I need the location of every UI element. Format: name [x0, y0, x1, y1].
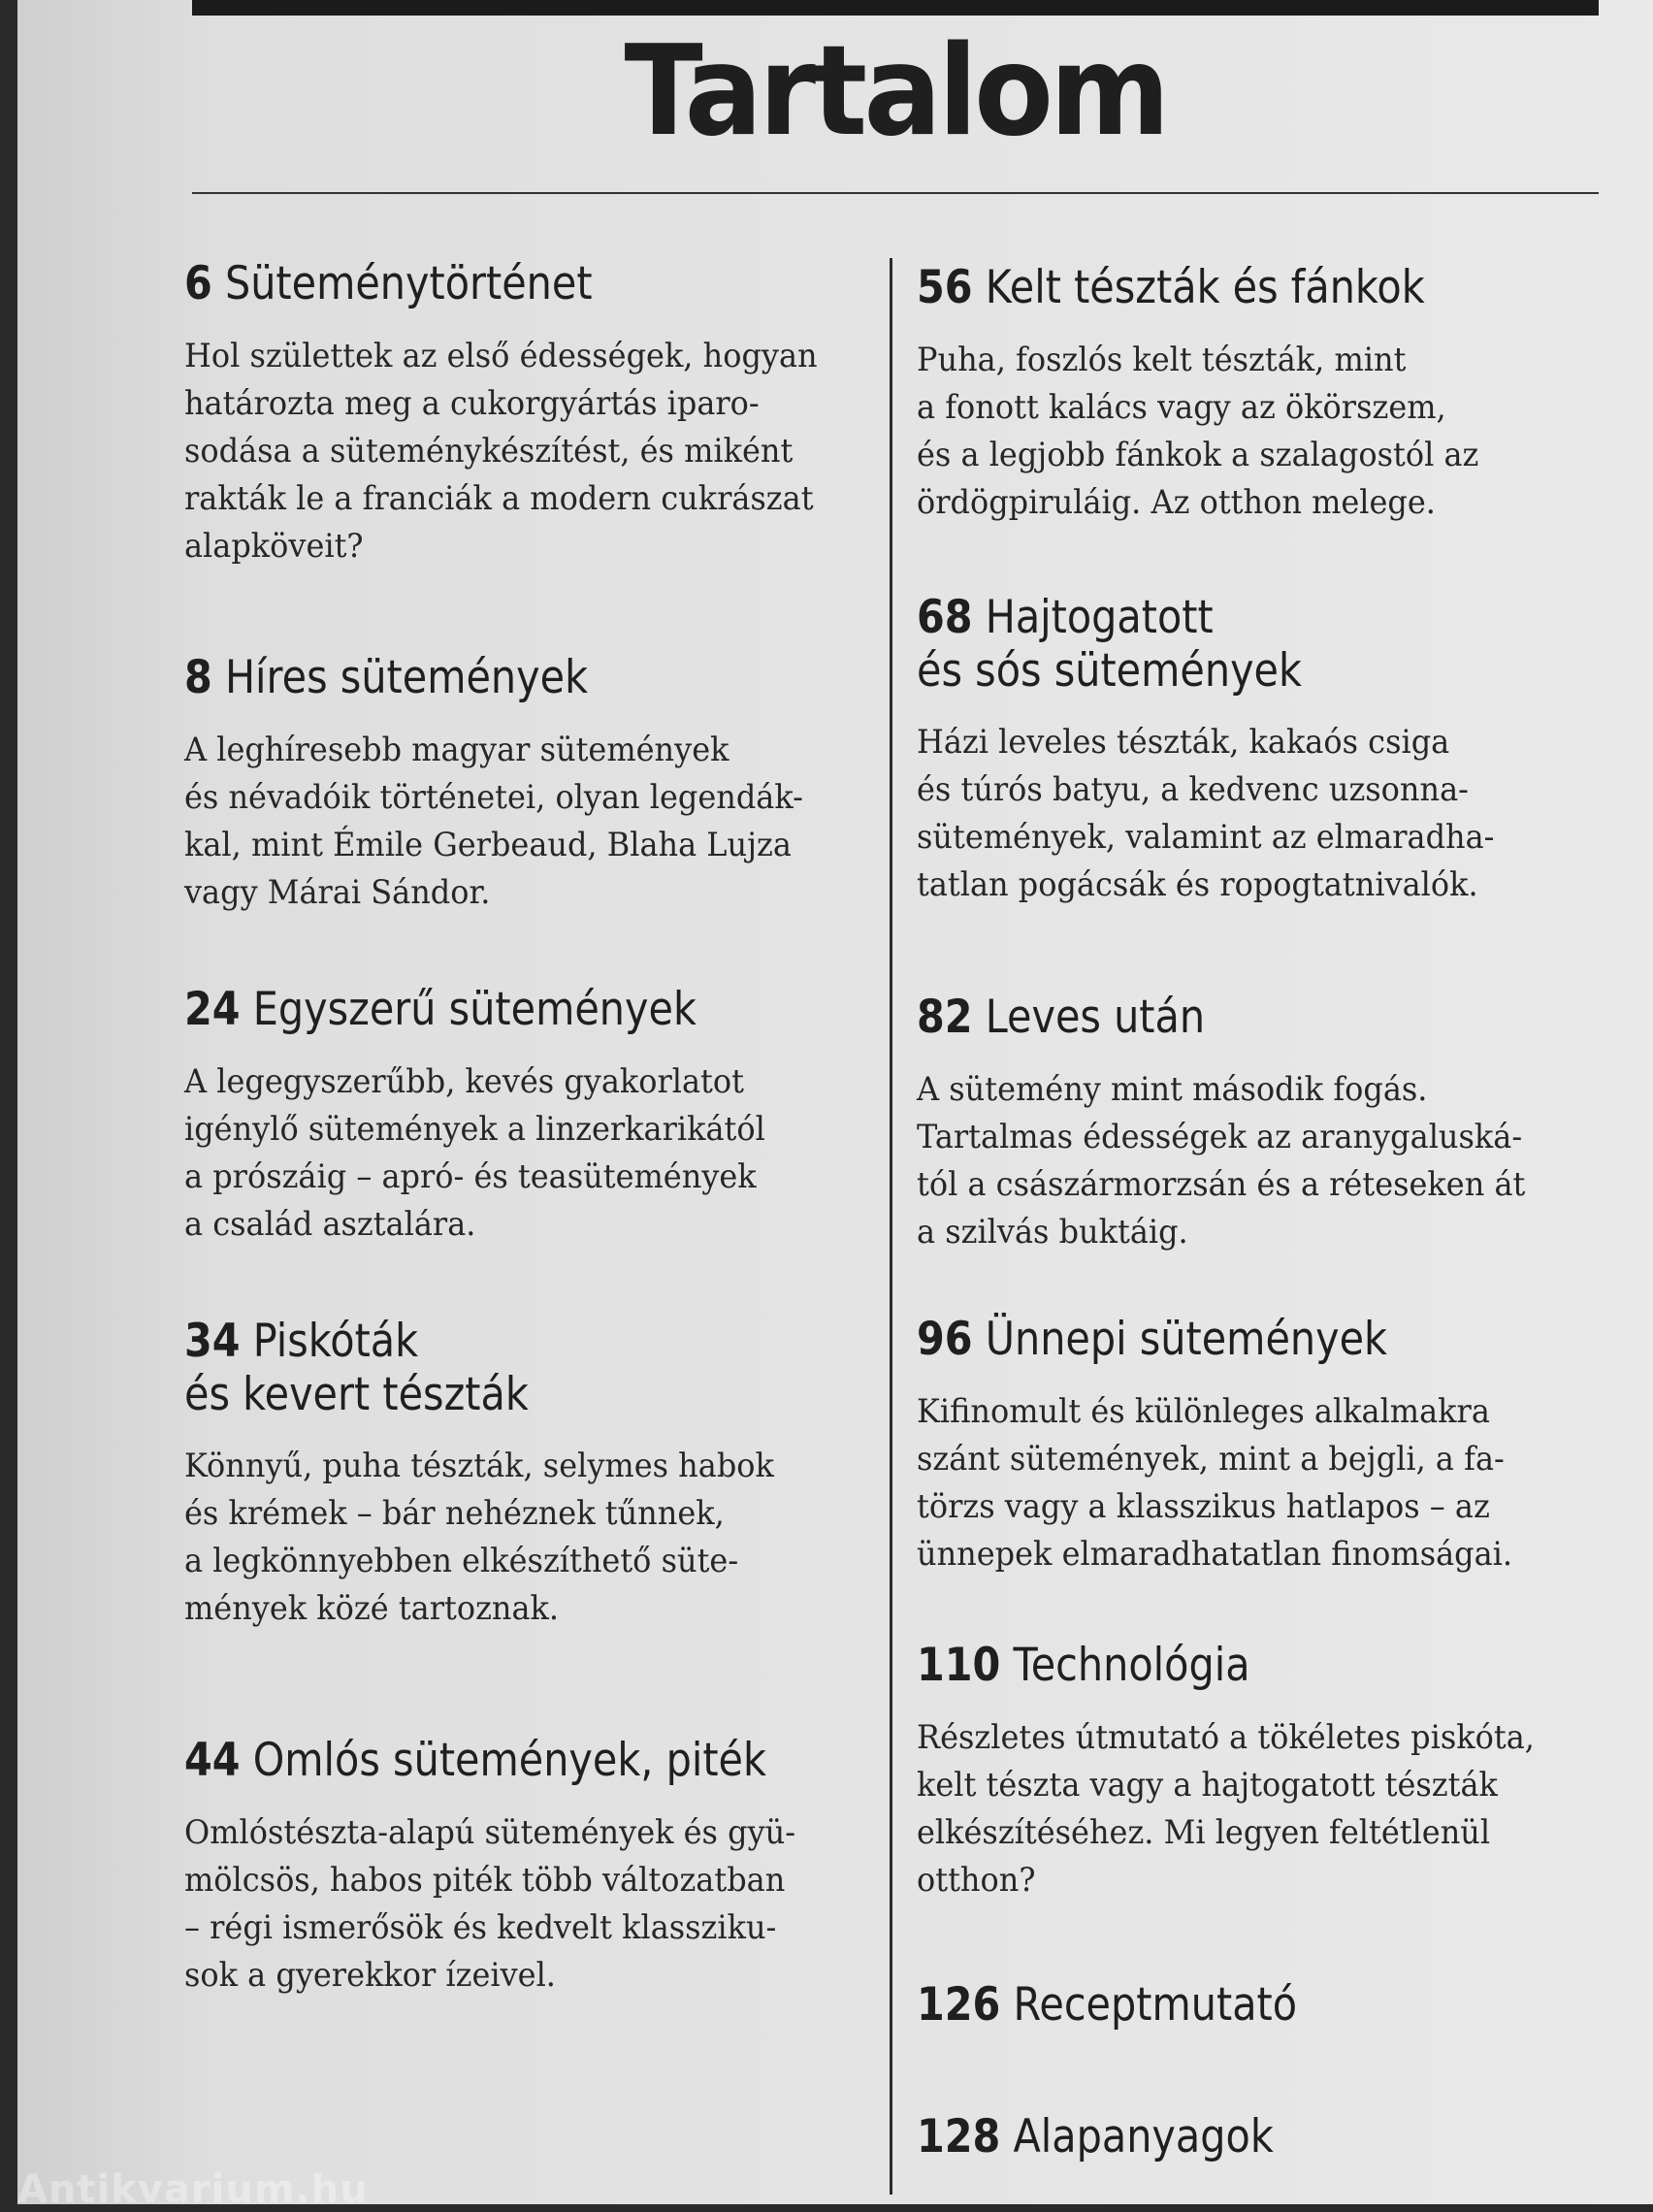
desc-line: Hol születtek az első édességek, hogyan [184, 336, 818, 375]
section-title-line2: és sós sütemények [917, 643, 1302, 698]
toc-description [917, 1388, 1564, 1578]
page-number: 96 [917, 1313, 973, 1366]
desc-line: igénylő sütemények a linzerkarikától [184, 1109, 765, 1149]
toc-entry-receptmutato [917, 1979, 1605, 2054]
section-title: Leves után [985, 991, 1206, 1044]
toc-entry-omlos-sutemenyek [184, 1735, 883, 2000]
desc-line: Puha, foszlós kelt tészták, mint [917, 340, 1407, 379]
toc-heading [917, 1640, 1523, 1693]
desc-line: A sütemény mint második fogás. [917, 1069, 1428, 1109]
toc-heading [917, 592, 1523, 698]
toc-description [184, 1058, 841, 1249]
desc-line: Tartalmas édességek az aranygaluská- [917, 1117, 1523, 1156]
desc-line: kelt tészta vagy a hajtogatott tészták [917, 1765, 1498, 1805]
desc-line: Házi leveles tészták, kakaós csiga [917, 723, 1450, 763]
desc-line: a legkönnyebben elkészíthető süte- [184, 1542, 739, 1581]
desc-line: a család asztalára. [184, 1204, 476, 1244]
toc-description [917, 337, 1564, 527]
desc-line: – régi ismerősök és kedvelt klassziku- [184, 1907, 777, 1947]
toc-heading [917, 992, 1523, 1045]
page-number: 56 [917, 261, 973, 314]
desc-line: otthon? [917, 1860, 1036, 1900]
section-title: Alapanyagok [1013, 2110, 1274, 2163]
page-number: 8 [184, 651, 212, 704]
page-number: 68 [917, 591, 973, 644]
section-title: Technológia [1013, 1639, 1250, 1692]
desc-line: vagy Márai Sándor. [184, 872, 491, 912]
section-title: Híres sütemények [224, 651, 589, 704]
desc-line: szánt sütemények, mint a bejgli, a fa- [917, 1439, 1505, 1479]
title-rule [192, 192, 1599, 194]
desc-line: Kifinomult és különleges alkalmakra [917, 1391, 1490, 1431]
page-number: 44 [184, 1734, 241, 1787]
desc-line: törzs vagy a klasszikus hatlapos – az [917, 1486, 1490, 1526]
toc-description [184, 1809, 841, 2000]
toc-entry-kelt-tesztak [917, 262, 1605, 527]
section-title-line2: és kevert tészták [184, 1367, 529, 1421]
desc-line: határozta meg a cukorgyártás iparo- [184, 383, 760, 423]
toc-entry-leves-utan [917, 992, 1605, 1256]
page-number: 82 [917, 991, 973, 1044]
toc-entry-egyszeru-sutemenyek [184, 984, 883, 1249]
toc-description [917, 1066, 1564, 1256]
toc-heading [184, 1735, 799, 1788]
page-number: 126 [917, 1978, 1001, 2032]
desc-line: mények közé tartoznak. [184, 1589, 560, 1629]
toc-entry-piskotak [184, 1316, 883, 1633]
toc-entry-technologia [917, 1640, 1605, 1904]
desc-line: Könnyű, puha tészták, selymes habok [184, 1447, 774, 1486]
toc-description [184, 1443, 841, 1633]
desc-line: rakták le a franciák a modern cukrászat [184, 478, 814, 518]
section-title: Kelt tészták és fánkok [985, 261, 1425, 314]
desc-line: alapköveit? [184, 526, 364, 566]
desc-line: és névadóik történetei, olyan legendák- [184, 777, 803, 817]
section-title: Piskóták [252, 1315, 419, 1368]
toc-entry-suteménytortenet [184, 258, 883, 570]
watermark: Antikvarium.hu [17, 2167, 369, 2212]
toc-entry-unnepi-sutemenyek [917, 1314, 1605, 1578]
toc-heading [917, 262, 1523, 315]
page-title: Tartalom [624, 19, 1167, 164]
desc-line: elkészítéséhez. Mi legyen feltétlenül [917, 1812, 1491, 1852]
section-title: Egyszerű sütemények [252, 983, 697, 1036]
toc-entry-hajtogatott [917, 592, 1605, 909]
desc-line: a fonott kalács vagy az ökörszem, [917, 387, 1446, 427]
section-title: Receptmutató [1013, 1978, 1298, 2032]
toc-heading [184, 1316, 799, 1421]
desc-line: ördögpiruláig. Az otthon melege. [917, 482, 1436, 522]
toc-entry-alapanyagok [917, 2111, 1605, 2186]
section-title: Hajtogatott [985, 591, 1214, 644]
toc-heading [917, 2111, 1523, 2164]
desc-line: és krémek – bár nehéznek tűnnek, [184, 1494, 725, 1534]
page-number: 128 [917, 2110, 1001, 2163]
toc-description [917, 719, 1564, 909]
page-number: 110 [917, 1639, 1001, 1692]
desc-line: sütemények, valamint az elmaradha- [917, 818, 1495, 858]
desc-line: sodása a süteménykészítést, és miként [184, 431, 794, 471]
desc-line: a prószáig – apró- és teasütemények [184, 1156, 757, 1196]
top-rule [192, 0, 1599, 16]
page-number: 34 [184, 1315, 241, 1368]
desc-line: ünnepek elmaradhatatlan finomságai. [917, 1534, 1513, 1574]
desc-line: Részletes útmutató a tökéletes piskóta, [917, 1717, 1535, 1757]
toc-heading [184, 258, 799, 311]
desc-line: tól a császármorzsán és a réteseken át [917, 1164, 1526, 1204]
section-title: Omlós sütemények, piték [252, 1734, 766, 1787]
toc-heading [184, 984, 799, 1037]
desc-line: A leghíresebb magyar sütemények [184, 730, 729, 769]
desc-line: A legegyszerűbb, kevés gyakorlatot [184, 1061, 744, 1101]
section-title: Süteménytörténet [224, 257, 593, 310]
section-title: Ünnepi sütemények [985, 1313, 1388, 1366]
toc-heading [917, 1314, 1523, 1367]
toc-description [917, 1714, 1564, 1904]
toc-heading [184, 652, 799, 705]
desc-line: kal, mint Émile Gerbeaud, Blaha Lujza [184, 825, 792, 864]
toc-description [184, 727, 841, 917]
toc-entry-hires-sutemenyek [184, 652, 883, 917]
toc-description [184, 333, 841, 570]
desc-line: tatlan pogácsák és ropogtatnivalók. [917, 865, 1478, 905]
column-divider [890, 258, 892, 2195]
desc-line: a szilvás buktáig. [917, 1212, 1188, 1252]
desc-line: sok a gyerekkor ízeivel. [184, 1955, 556, 1995]
desc-line: mölcsös, habos piték több változatban [184, 1860, 786, 1900]
page-number: 24 [184, 983, 241, 1036]
desc-line: és a legjobb fánkok a szalagostól az [917, 435, 1479, 474]
desc-line: Omlóstészta-alapú sütemények és gyü- [184, 1812, 796, 1852]
page-number: 6 [184, 257, 212, 310]
toc-heading [917, 1979, 1523, 2033]
desc-line: és túrós batyu, a kedvenc uzsonna- [917, 770, 1469, 810]
